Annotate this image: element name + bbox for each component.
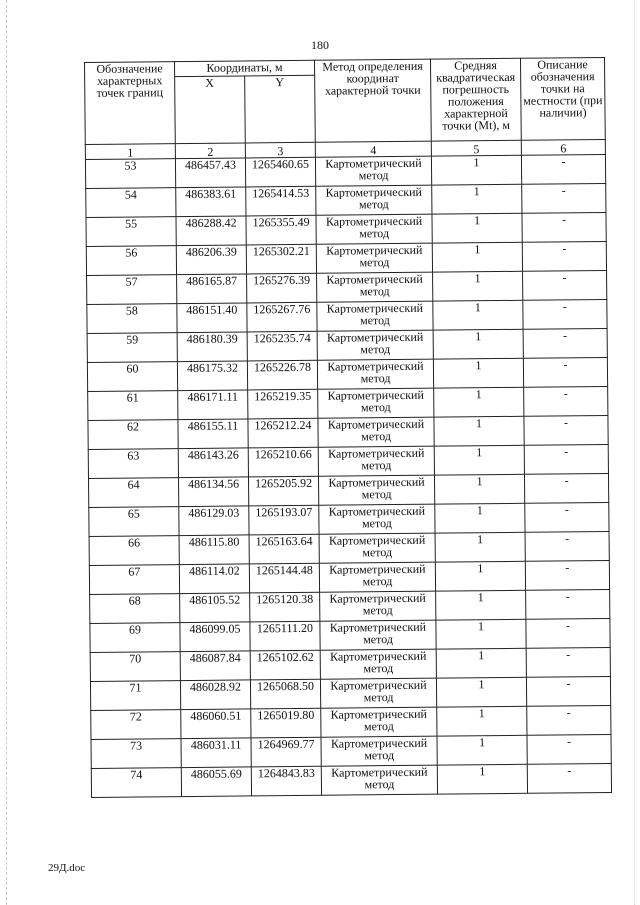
column-number: 6 xyxy=(521,139,605,155)
accuracy-cell: 1 xyxy=(435,561,525,591)
x-coordinate-cell: 486143.26 xyxy=(178,448,248,478)
accuracy-cell: 1 xyxy=(434,416,524,446)
x-coordinate-cell: 486180.39 xyxy=(177,332,247,362)
accuracy-cell: 1 xyxy=(433,329,523,359)
scan-edge-left xyxy=(6,0,8,905)
point-id-cell: 58 xyxy=(87,304,177,334)
y-coordinate-cell: 1265019.80 xyxy=(251,708,321,738)
description-cell: - xyxy=(525,531,609,561)
method-cell: Картометрический метод xyxy=(320,591,436,621)
accuracy-cell: 1 xyxy=(437,706,527,736)
point-id-cell: 53 xyxy=(85,159,175,189)
accuracy-cell: 1 xyxy=(431,155,521,185)
description-cell: - xyxy=(526,618,610,648)
document-filename: 29Д.doc xyxy=(48,862,86,874)
method-cell: Картометрический метод xyxy=(316,214,432,244)
table-row xyxy=(91,763,611,797)
method-cell: Картометрический метод xyxy=(321,765,437,795)
method-cell: Картометрический метод xyxy=(318,475,434,505)
description-cell: - xyxy=(521,154,605,184)
x-coordinate-cell: 486288.42 xyxy=(176,216,246,246)
accuracy-cell: 1 xyxy=(436,619,526,649)
point-id-cell: 59 xyxy=(87,333,177,363)
description-cell: - xyxy=(525,502,609,532)
y-coordinate-cell: 1265210.66 xyxy=(248,447,318,477)
accuracy-cell: 1 xyxy=(433,358,523,388)
y-coordinate-cell: 1265267.76 xyxy=(247,302,317,332)
accuracy-cell: 1 xyxy=(433,271,523,301)
x-coordinate-cell: 486115.80 xyxy=(179,535,249,565)
header-method: Метод определения координат характерной точки xyxy=(314,59,431,142)
y-coordinate-cell: 1265460.65 xyxy=(245,157,315,187)
description-cell: - xyxy=(522,183,606,213)
accuracy-cell: 1 xyxy=(433,300,523,330)
x-coordinate-cell: 486206.39 xyxy=(176,245,246,275)
x-coordinate-cell: 486129.03 xyxy=(179,506,249,536)
point-id-cell: 70 xyxy=(90,652,180,682)
point-id-cell: 68 xyxy=(90,594,180,624)
accuracy-cell: 1 xyxy=(432,242,522,272)
accuracy-cell: 1 xyxy=(437,735,527,765)
description-cell: - xyxy=(523,270,607,300)
method-cell: Картометрический метод xyxy=(318,446,434,476)
point-id-cell: 73 xyxy=(91,739,181,769)
point-id-cell: 57 xyxy=(87,275,177,305)
point-id-cell: 56 xyxy=(86,246,176,276)
column-number: 2 xyxy=(175,143,245,159)
x-coordinate-cell: 486099.05 xyxy=(180,622,250,652)
method-cell: Картометрический метод xyxy=(317,272,433,302)
y-coordinate-cell: 1265235.74 xyxy=(247,331,317,361)
point-id-cell: 71 xyxy=(90,681,180,711)
column-number: 4 xyxy=(315,141,431,157)
method-cell: Картометрический метод xyxy=(320,678,436,708)
point-id-cell: 65 xyxy=(89,507,179,537)
column-number: 1 xyxy=(85,144,175,160)
method-cell: Картометрический метод xyxy=(320,649,436,679)
description-cell: - xyxy=(524,415,608,445)
description-cell: - xyxy=(522,241,606,271)
method-cell: Картометрический метод xyxy=(316,185,432,215)
description-cell: - xyxy=(524,444,608,474)
point-id-cell: 74 xyxy=(91,768,181,798)
x-coordinate-cell: 486175.32 xyxy=(177,361,247,391)
accuracy-cell: 1 xyxy=(436,677,526,707)
x-coordinate-cell: 486155.11 xyxy=(178,419,248,449)
method-cell: Картометрический метод xyxy=(319,562,435,592)
method-cell: Картометрический метод xyxy=(319,504,435,534)
description-cell: - xyxy=(525,560,609,590)
x-coordinate-cell: 486031.11 xyxy=(181,738,251,768)
point-id-cell: 54 xyxy=(86,188,176,218)
point-id-cell: 61 xyxy=(88,391,178,421)
y-coordinate-cell: 1265276.39 xyxy=(247,273,317,303)
y-coordinate-cell: 1265219.35 xyxy=(248,389,318,419)
y-coordinate-cell: 1265111.20 xyxy=(250,621,320,651)
x-coordinate-cell: 486151.40 xyxy=(177,303,247,333)
point-id-cell: 62 xyxy=(88,420,178,450)
page-number: 180 xyxy=(311,38,329,52)
y-coordinate-cell: 1265102.62 xyxy=(250,650,320,680)
x-coordinate-cell: 486105.52 xyxy=(180,593,250,623)
point-id-cell: 55 xyxy=(86,217,176,247)
accuracy-cell: 1 xyxy=(435,503,525,533)
x-coordinate-cell: 486457.43 xyxy=(175,158,245,188)
column-number: 3 xyxy=(245,142,315,158)
header-coordinates: Координаты, м xyxy=(175,60,315,76)
y-coordinate-cell: 1265120.38 xyxy=(250,592,320,622)
method-cell: Картометрический метод xyxy=(317,330,433,360)
point-id-cell: 67 xyxy=(89,565,179,595)
point-id-cell: 72 xyxy=(91,710,181,740)
x-coordinate-cell: 486171.11 xyxy=(178,390,248,420)
method-cell: Картометрический метод xyxy=(321,707,437,737)
method-cell: Картометрический метод xyxy=(317,301,433,331)
description-cell: - xyxy=(523,328,607,358)
method-cell: Картометрический метод xyxy=(321,736,437,766)
y-coordinate-cell: 1265163.64 xyxy=(249,534,319,564)
x-coordinate-cell: 486114.02 xyxy=(179,564,249,594)
description-cell: - xyxy=(522,212,606,242)
column-number: 5 xyxy=(431,140,521,156)
method-cell: Картометрический метод xyxy=(320,620,436,650)
point-id-cell: 60 xyxy=(87,362,177,392)
accuracy-cell: 1 xyxy=(434,445,524,475)
x-coordinate-cell: 486134.56 xyxy=(178,477,248,507)
x-coordinate-cell: 486055.69 xyxy=(181,767,251,797)
x-coordinate-cell: 486165.87 xyxy=(177,274,247,304)
accuracy-cell: 1 xyxy=(436,648,526,678)
accuracy-cell: 1 xyxy=(437,764,527,794)
header-y: Y xyxy=(245,75,316,143)
y-coordinate-cell: 1265302.21 xyxy=(246,244,316,274)
method-cell: Картометрический метод xyxy=(316,243,432,273)
description-cell: - xyxy=(527,705,611,735)
header-x: X xyxy=(175,76,246,144)
header-point: Обозначение характерных точек границ xyxy=(85,62,176,145)
description-cell: - xyxy=(527,734,611,764)
description-cell: - xyxy=(524,473,608,503)
y-coordinate-cell: 1265193.07 xyxy=(249,505,319,535)
x-coordinate-cell: 486087.84 xyxy=(180,651,250,681)
x-coordinate-cell: 486383.61 xyxy=(176,187,246,217)
y-coordinate-cell: 1265355.49 xyxy=(246,215,316,245)
x-coordinate-cell: 486060.51 xyxy=(181,709,251,739)
point-id-cell: 66 xyxy=(89,536,179,566)
method-cell: Картометрический метод xyxy=(315,156,431,186)
y-coordinate-cell: 1265144.48 xyxy=(249,563,319,593)
description-cell: - xyxy=(523,357,607,387)
y-coordinate-cell: 1264843.83 xyxy=(251,766,321,796)
accuracy-cell: 1 xyxy=(432,213,522,243)
y-coordinate-cell: 1265068.50 xyxy=(250,679,320,709)
accuracy-cell: 1 xyxy=(434,387,524,417)
accuracy-cell: 1 xyxy=(436,590,526,620)
y-coordinate-cell: 1265414.53 xyxy=(246,186,316,216)
method-cell: Картометрический метод xyxy=(318,388,434,418)
header-accuracy: Средняя квадратическая погрешность положения характерной точки (Mt), м xyxy=(430,58,521,141)
y-coordinate-cell: 1265212.24 xyxy=(248,418,318,448)
method-cell: Картометрический метод xyxy=(319,533,435,563)
description-cell: - xyxy=(524,386,608,416)
accuracy-cell: 1 xyxy=(434,474,524,504)
y-coordinate-cell: 1264969.77 xyxy=(251,737,321,767)
description-cell: - xyxy=(526,676,610,706)
description-cell: - xyxy=(526,647,610,677)
scan-edge-right xyxy=(634,0,636,905)
accuracy-cell: 1 xyxy=(432,184,522,214)
description-cell: - xyxy=(523,299,607,329)
point-id-cell: 69 xyxy=(90,623,180,653)
y-coordinate-cell: 1265226.78 xyxy=(247,360,317,390)
x-coordinate-cell: 486028.92 xyxy=(180,680,250,710)
description-cell: - xyxy=(527,763,611,793)
header-description: Описание обозначения точки на местности (при наличии) xyxy=(520,58,605,141)
method-cell: Картометрический метод xyxy=(318,417,434,447)
method-cell: Картометрический метод xyxy=(317,359,433,389)
accuracy-cell: 1 xyxy=(435,532,525,562)
point-id-cell: 63 xyxy=(88,449,178,479)
coordinates-table xyxy=(84,57,612,798)
y-coordinate-cell: 1265205.92 xyxy=(248,476,318,506)
point-id-cell: 64 xyxy=(88,478,178,508)
description-cell: - xyxy=(526,589,610,619)
